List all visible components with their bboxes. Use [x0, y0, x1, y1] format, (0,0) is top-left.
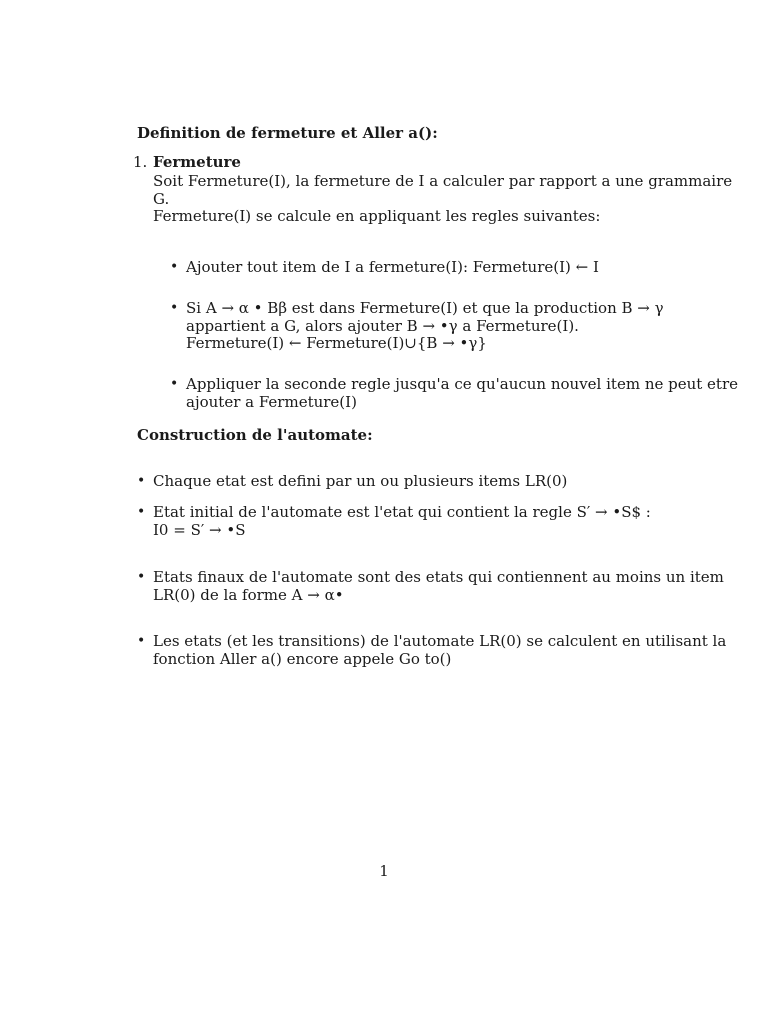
bullet-icon: • [137, 569, 146, 585]
section-heading-fermeture: Definition de fermeture et Aller a(): [137, 124, 438, 142]
rule-text-line: Fermeture(I) ← Fermeture(I)∪{B → •γ} [186, 334, 487, 352]
rule-text-line: Appliquer la seconde regle jusqu'a ce qu'aucun nouvel item ne peut etre [186, 375, 739, 393]
automate-text-line: Chaque etat est defini par un ou plusieurs items LR(0) [153, 472, 568, 490]
item-number: 1. [133, 153, 148, 171]
bullet-icon: • [137, 504, 146, 520]
automate-text-line: I0 = S′ → •S [153, 521, 246, 539]
automate-text-line: LR(0) de la forme A → α• [153, 586, 344, 604]
bullet-icon: • [170, 376, 179, 392]
rule-text-line: ajouter a Fermeture(I) [186, 393, 357, 411]
bullet-icon: • [137, 633, 146, 649]
page-number: 1 [379, 862, 389, 880]
item-text-line: Fermeture(I) se calcule en appliquant les regles suivantes: [153, 207, 601, 225]
rule-text-line: Ajouter tout item de I a fermeture(I): Fermeture(I) ← I [186, 258, 599, 276]
item-text-line: G. [153, 190, 170, 208]
section-heading-construction: Construction de l'automate: [137, 426, 373, 444]
bullet-icon: • [170, 259, 179, 275]
bullet-icon: • [137, 473, 146, 489]
item-text-line: Soit Fermeture(I), la fermeture de I a calculer par rapport a une grammaire [153, 172, 733, 190]
automate-text-line: fonction Aller a() encore appele Go to() [153, 650, 452, 668]
item-heading-fermeture: Fermeture [153, 153, 241, 171]
automate-text-line: Etat initial de l'automate est l'etat qui contient la regle S′ → •S$ : [153, 503, 651, 521]
rule-text-line: appartient a G, alors ajouter B → •γ a Fermeture(I). [186, 317, 579, 335]
automate-text-line: Etats finaux de l'automate sont des etats qui contiennent au moins un item [153, 568, 724, 586]
rule-text-line: Si A → α • Bβ est dans Fermeture(I) et que la production B → γ [186, 299, 664, 317]
automate-text-line: Les etats (et les transitions) de l'automate LR(0) se calculent en utilisant la [153, 632, 727, 650]
bullet-icon: • [170, 300, 179, 316]
